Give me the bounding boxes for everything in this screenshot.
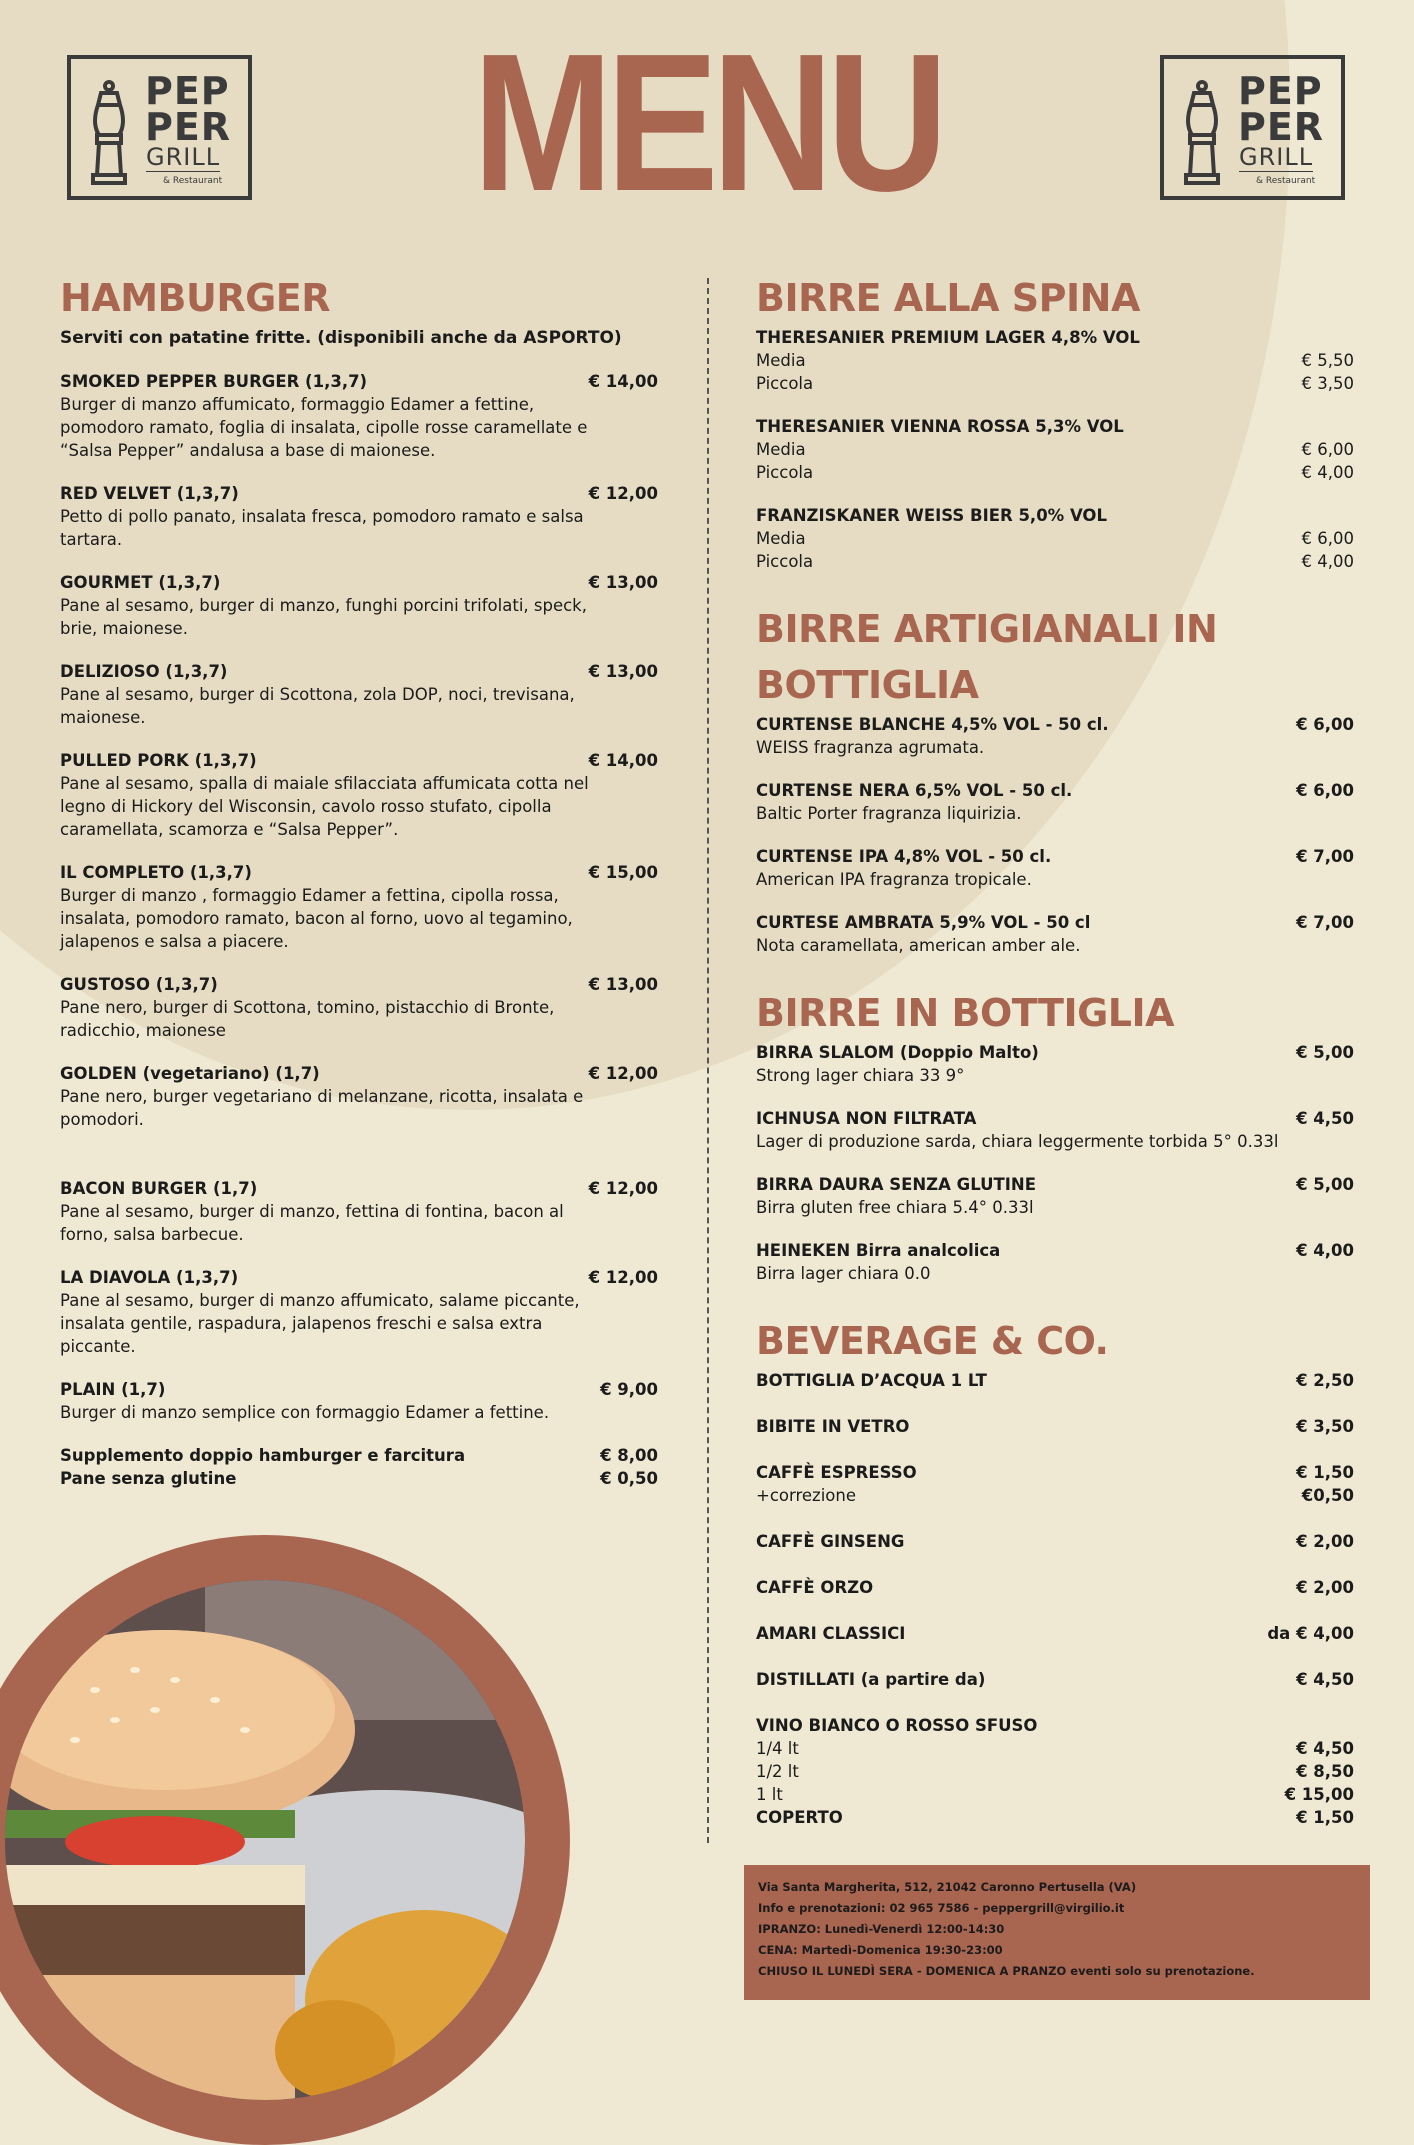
item-row <box>756 911 1354 934</box>
item-description: Pane al sesamo, spalla di maiale sfilacciata affumicata cotta nel legno di Hickory del Wisconsin, cavolo rosso stufato, cipolla caramellata, scamorza e “Salsa Pepper”. <box>60 774 589 839</box>
item-price: € 13,00 <box>588 975 658 994</box>
section-heading-hamburger: HAMBURGER <box>60 276 331 320</box>
menu-item <box>756 1461 1354 1507</box>
item-row <box>756 1668 1354 1691</box>
size-label: Piccola <box>756 552 814 571</box>
burger-photo-frame <box>0 1535 570 2145</box>
coperto-price: € 1,50 <box>1296 1808 1354 1827</box>
wine-size-label: 1/2 lt <box>756 1762 799 1781</box>
item-description: Lager di produzione sarda, chiara leggermente torbida 5° 0.33l <box>756 1132 1279 1151</box>
size-label: Piccola <box>756 374 814 393</box>
size-price: € 6,00 <box>1301 440 1354 459</box>
item-name: CAFFÈ GINSENG <box>756 1532 905 1551</box>
burger-image <box>5 1580 525 2100</box>
menu-item <box>756 845 1354 891</box>
item-description: Pane nero, burger vegetariano di melanzane, ricotta, insalata e pomodori. <box>60 1087 584 1129</box>
size-row <box>756 461 1354 484</box>
item-price: € 12,00 <box>588 1179 658 1198</box>
bottiglia-section <box>756 985 1354 1285</box>
menu-item <box>756 1415 1354 1438</box>
wine-size-price: € 4,50 <box>1296 1739 1354 1758</box>
section-heading-bottiglia: BIRRE IN BOTTIGLIA <box>756 991 1175 1035</box>
size-label: Media <box>756 440 806 459</box>
column-divider <box>707 278 709 1843</box>
item-price: € 13,00 <box>588 573 658 592</box>
item-price: € 14,00 <box>588 372 658 391</box>
item-row <box>60 861 658 884</box>
menu-item <box>756 1576 1354 1599</box>
menu-item <box>60 1378 658 1424</box>
item-price: € 4,00 <box>1296 1241 1354 1260</box>
item-name: DELIZIOSO (1,3,7) <box>60 662 228 681</box>
item-price: € 13,00 <box>588 662 658 681</box>
beer-name: THERESANIER VIENNA ROSSA 5,3% VOL <box>756 417 1124 436</box>
wine-size-row <box>756 1783 1354 1806</box>
item-description: Burger di manzo affumicato, formaggio Edamer a fettine, pomodoro ramato, foglia di insalata, cipolle rosse caramellate e “Salsa Pepper” andalusa a base di maionese. <box>60 395 588 460</box>
size-row <box>756 527 1354 550</box>
bottiglia-list <box>756 1041 1354 1285</box>
item-name: BIBITE IN VETRO <box>756 1417 910 1436</box>
footer-contact: Info e prenotazioni: 02 965 7586 - peppergrill@virgilio.it <box>758 1901 1125 1915</box>
menu-item <box>60 660 658 729</box>
item-name: BIRRA SLALOM (Doppio Malto) <box>756 1043 1039 1062</box>
logo-text-1: PEP <box>145 69 230 113</box>
size-price: € 6,00 <box>1301 529 1354 548</box>
menu-item <box>756 1668 1354 1691</box>
wine-size-price: € 15,00 <box>1284 1785 1354 1804</box>
item-row <box>60 1062 658 1085</box>
item-description: Strong lager chiara 33 9° <box>756 1066 965 1085</box>
artigianali-section <box>756 601 1354 957</box>
menu-item <box>60 1177 658 1246</box>
size-row <box>756 349 1354 372</box>
item-row <box>60 571 658 594</box>
footer-lunch-hours: IPRANZO: Lunedì-Venerdì 12:00-14:30 <box>758 1922 1005 1936</box>
footer-info <box>744 1865 1370 2000</box>
item-name: GOLDEN (vegetariano) (1,7) <box>60 1064 320 1083</box>
menu-item <box>756 1622 1354 1645</box>
logo-text-3: GRILL <box>1239 143 1314 171</box>
item-price: € 1,50 <box>1296 1463 1354 1482</box>
item-name: CURTENSE IPA 4,8% VOL - 50 cl. <box>756 847 1052 866</box>
item-name: CAFFÈ ESPRESSO <box>756 1463 917 1482</box>
item-name: CURTENSE BLANCHE 4,5% VOL - 50 cl. <box>756 715 1109 734</box>
item-name: AMARI CLASSICI <box>756 1624 906 1643</box>
wine-name: VINO BIANCO O ROSSO SFUSO <box>756 1716 1038 1735</box>
item-name: PULLED PORK (1,3,7) <box>60 751 257 770</box>
beer-name: THERESANIER PREMIUM LAGER 4,8% VOL <box>756 328 1140 347</box>
item-price: € 4,50 <box>1296 1109 1354 1128</box>
item-name: RED VELVET (1,3,7) <box>60 484 239 503</box>
menu-item <box>60 1062 658 1131</box>
menu-item <box>756 1239 1354 1285</box>
spina-list <box>756 326 1354 573</box>
size-row <box>756 550 1354 573</box>
logo-tagline: & Restaurant <box>163 176 223 186</box>
extra-price: € 0,50 <box>600 1469 658 1488</box>
wine-size-price: € 8,50 <box>1296 1762 1354 1781</box>
menu-item <box>756 911 1354 957</box>
item-row <box>60 1266 658 1289</box>
size-label: Media <box>756 351 806 370</box>
menu-item <box>756 1173 1354 1219</box>
hamburger-section <box>60 270 658 1490</box>
menu-item <box>60 973 658 1042</box>
hamburger-list <box>60 370 658 1424</box>
item-price: € 9,00 <box>600 1380 658 1399</box>
item-row <box>756 1415 1354 1438</box>
wine-size-label: 1/4 lt <box>756 1739 799 1758</box>
item-row <box>60 660 658 683</box>
item-description: Birra lager chiara 0.0 <box>756 1264 931 1283</box>
item-description: Pane al sesamo, burger di manzo, fettina di fontina, bacon al forno, salsa barbecue. <box>60 1202 564 1244</box>
logo-text-3: GRILL <box>146 143 221 171</box>
item-description: Nota caramellata, american amber ale. <box>756 936 1081 955</box>
menu-item <box>60 482 658 551</box>
wine-sizes <box>756 1737 1354 1806</box>
artigianali-list <box>756 713 1354 957</box>
beer-name: FRANZISKANER WEISS BIER 5,0% VOL <box>756 506 1107 525</box>
item-name: GUSTOSO (1,3,7) <box>60 975 218 994</box>
item-price: € 7,00 <box>1296 913 1354 932</box>
page-title: MENU <box>472 13 942 232</box>
extra-name: Pane senza glutine <box>60 1469 237 1488</box>
footer-dinner-hours: CENA: Martedì-Domenica 19:30-23:00 <box>758 1943 1003 1957</box>
beer-item <box>756 415 1354 484</box>
extra-price: €0,50 <box>1301 1486 1354 1505</box>
item-row <box>756 1530 1354 1553</box>
burger-photo <box>5 1580 525 2100</box>
menu-item <box>756 1530 1354 1553</box>
wine-size-row <box>756 1760 1354 1783</box>
menu-item <box>756 1041 1354 1087</box>
item-description: Pane al sesamo, burger di Scottona, zola DOP, noci, trevisana, maionese. <box>60 685 575 727</box>
size-label: Media <box>756 529 806 548</box>
beverage-list <box>756 1369 1354 1691</box>
item-row <box>60 1177 658 1200</box>
beer-item <box>756 504 1354 573</box>
item-name: HEINEKEN Birra analcolica <box>756 1241 1001 1260</box>
menu-item <box>60 749 658 841</box>
item-name: CURTESE AMBRATA 5,9% VOL - 50 cl <box>756 913 1091 932</box>
item-row <box>60 749 658 772</box>
item-description: Burger di manzo , formaggio Edamer a fettina, cipolla rossa, insalata, pomodoro ramato, bacon al forno, uovo al tegamino, jalapenos e salsa a piacere. <box>60 886 573 951</box>
footer-closed-note: CHIUSO IL LUNEDÌ SERA - DOMENICA A PRANZO eventi solo su prenotazione. <box>758 1964 1255 1978</box>
extra-label: +correzione <box>756 1486 857 1505</box>
item-name: GOURMET (1,3,7) <box>60 573 221 592</box>
menu-item <box>60 1266 658 1358</box>
item-price: € 6,00 <box>1296 715 1354 734</box>
item-price: € 5,00 <box>1296 1043 1354 1062</box>
extra-price: € 8,00 <box>600 1446 658 1465</box>
item-price: € 2,50 <box>1296 1371 1354 1390</box>
item-row <box>60 370 658 393</box>
item-row <box>756 1622 1354 1645</box>
beer-item <box>756 326 1354 395</box>
item-name: SMOKED PEPPER BURGER (1,3,7) <box>60 372 368 391</box>
wine-size-label: 1 lt <box>756 1785 783 1804</box>
item-name: LA DIAVOLA (1,3,7) <box>60 1268 239 1287</box>
size-row <box>756 372 1354 395</box>
footer-address: Via Santa Margherita, 512, 21042 Caronno Pertusella (VA) <box>758 1880 1137 1894</box>
item-price: da € 4,00 <box>1267 1624 1354 1643</box>
item-name: IL COMPLETO (1,3,7) <box>60 863 252 882</box>
menu-item <box>756 713 1354 759</box>
hamburger-extras <box>60 1444 658 1490</box>
section-heading-spina: BIRRE ALLA SPINA <box>756 276 1140 320</box>
item-description: Pane nero, burger di Scottona, tomino, pistacchio di Bronte, radicchio, maionese <box>60 998 555 1040</box>
item-description: Pane al sesamo, burger di manzo affumicato, salame piccante, insalata gentile, raspadura, jalapenos freschi e salsa extra piccante. <box>60 1291 580 1356</box>
item-description: Petto di pollo panato, insalata fresca, pomodoro ramato e salsa tartara. <box>60 507 584 549</box>
section-heading-artigianali: BIRRE ARTIGIANALI IN BOTTIGLIA <box>756 607 1218 707</box>
logo-text-2: PER <box>1238 105 1325 149</box>
item-description: Burger di manzo semplice con formaggio Edamer a fettine. <box>60 1403 550 1422</box>
item-price: € 7,00 <box>1296 847 1354 866</box>
item-price: € 12,00 <box>588 1268 658 1287</box>
item-price: € 14,00 <box>588 751 658 770</box>
beverage-section <box>756 1313 1354 1829</box>
item-row <box>756 1576 1354 1599</box>
item-row <box>60 482 658 505</box>
item-price: € 6,00 <box>1296 781 1354 800</box>
item-description: American IPA fragranza tropicale. <box>756 870 1032 889</box>
item-row <box>60 973 658 996</box>
item-row <box>756 1369 1354 1392</box>
section-heading-beverage: BEVERAGE & CO. <box>756 1319 1109 1363</box>
menu-item <box>756 1369 1354 1392</box>
item-price: € 5,00 <box>1296 1175 1354 1194</box>
logo-text-1: PEP <box>1238 69 1323 113</box>
item-name: CAFFÈ ORZO <box>756 1578 874 1597</box>
item-row <box>756 845 1354 868</box>
logo-tagline: & Restaurant <box>1256 176 1316 186</box>
item-name: ICHNUSA NON FILTRATA <box>756 1109 977 1128</box>
item-row <box>756 713 1354 736</box>
item-row <box>756 1461 1354 1484</box>
coperto-row <box>756 1806 1354 1829</box>
hamburger-subtitle: Serviti con patatine fritte. (disponibili anche da ASPORTO) <box>60 328 622 348</box>
item-price: € 12,00 <box>588 1064 658 1083</box>
item-row <box>756 1107 1354 1130</box>
size-price: € 3,50 <box>1301 374 1354 393</box>
item-row <box>756 1239 1354 1262</box>
extra-row <box>60 1444 658 1467</box>
wine-item <box>756 1714 1354 1829</box>
wine-size-row <box>756 1737 1354 1760</box>
menu-item <box>756 1107 1354 1153</box>
menu-item <box>60 370 658 462</box>
extra-row <box>756 1484 1354 1507</box>
item-row <box>756 1041 1354 1064</box>
item-row <box>60 1378 658 1401</box>
drinks-column <box>756 270 1354 1829</box>
item-name: DISTILLATI (a partire da) <box>756 1670 986 1689</box>
logo-text-2: PER <box>145 105 232 149</box>
size-price: € 5,50 <box>1301 351 1354 370</box>
item-price: € 2,00 <box>1296 1532 1354 1551</box>
size-row <box>756 438 1354 461</box>
item-description: Birra gluten free chiara 5.4° 0.33l <box>756 1198 1034 1217</box>
item-row <box>756 779 1354 802</box>
item-description: Baltic Porter fragranza liquirizia. <box>756 804 1022 823</box>
size-price: € 4,00 <box>1301 463 1354 482</box>
item-name: BOTTIGLIA D’ACQUA 1 LT <box>756 1371 987 1390</box>
item-name: PLAIN (1,7) <box>60 1380 166 1399</box>
item-price: € 12,00 <box>588 484 658 503</box>
extra-name: Supplemento doppio hamburger e farcitura <box>60 1446 466 1465</box>
item-name: BACON BURGER (1,7) <box>60 1179 258 1198</box>
menu-item <box>60 571 658 640</box>
item-price: € 3,50 <box>1296 1417 1354 1436</box>
item-name: BIRRA DAURA SENZA GLUTINE <box>756 1175 1037 1194</box>
item-description: Pane al sesamo, burger di manzo, funghi porcini trifolati, speck, brie, maionese. <box>60 596 587 638</box>
size-label: Piccola <box>756 463 814 482</box>
spina-section <box>756 270 1354 573</box>
item-description: WEISS fragranza agrumata. <box>756 738 985 757</box>
size-price: € 4,00 <box>1301 552 1354 571</box>
coperto-label: COPERTO <box>756 1808 843 1827</box>
extra-row <box>60 1467 658 1490</box>
item-row <box>756 1173 1354 1196</box>
menu-item <box>756 779 1354 825</box>
item-price: € 4,50 <box>1296 1670 1354 1689</box>
item-name: CURTENSE NERA 6,5% VOL - 50 cl. <box>756 781 1073 800</box>
menu-item <box>60 861 658 953</box>
item-price: € 15,00 <box>588 863 658 882</box>
item-price: € 2,00 <box>1296 1578 1354 1597</box>
